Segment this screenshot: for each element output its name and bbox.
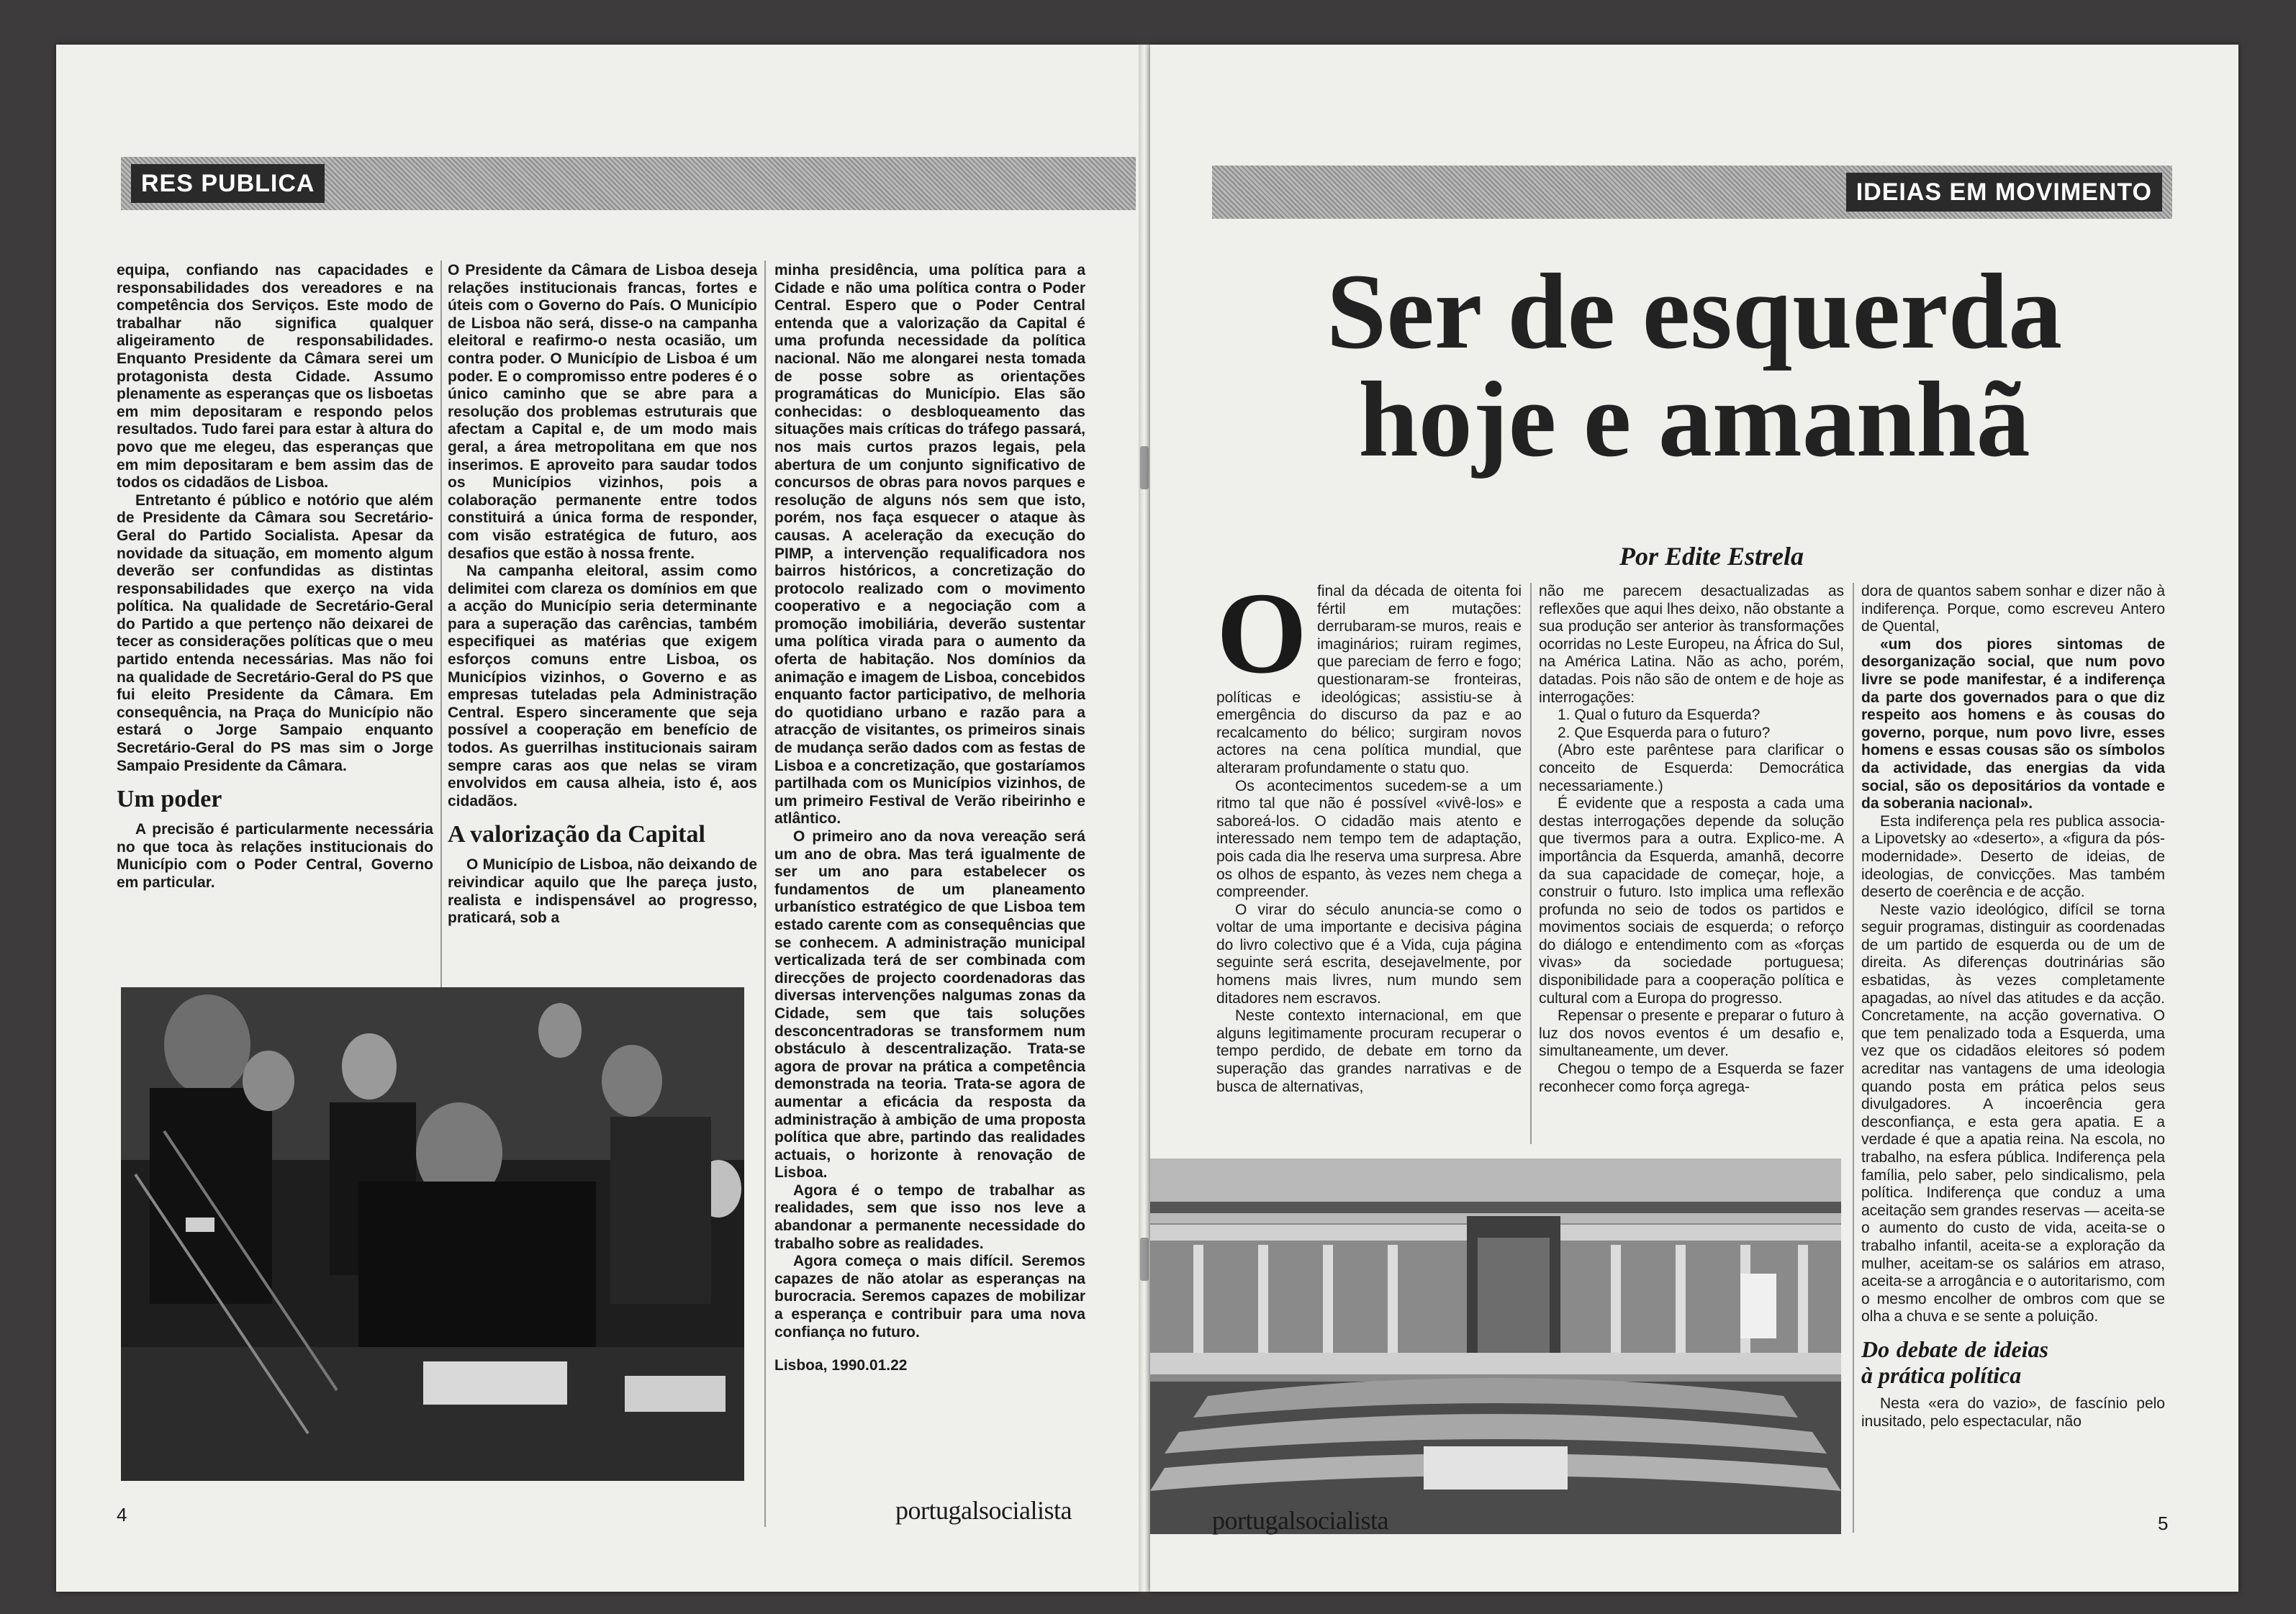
parliament-chamber-photo [1150, 1159, 1841, 1534]
staple [1140, 1238, 1149, 1281]
dateline: Lisboa, 1990.01.22 [774, 1357, 908, 1374]
article-column-2 [1539, 583, 1844, 1096]
paragraph: final da década de oitenta foi fértil em mutações: derrubaram-se muros, reais e imaginários; ruiram regimes, que pareciam de ferro e fogo; questionaram-se fronteiras, políticas e ideológicas; assistiu-se à emergência do discurso da paz e ao recalcamento do bélico; surgiram novos actores na cena política mundial, que alteraram profundamente o statu quo. [1216, 583, 1522, 776]
article-column-1 [117, 262, 433, 892]
byline: Por Edite Estrela [1619, 542, 1804, 571]
column-rule [764, 260, 766, 1527]
paragraph: É evidente que a resposta a cada uma destas interrogações depende da solução que tivermos para a outra. Explico-me. A importância da Esquerda, amanhã, decorre da sua capacidade de começar, hoje, a construir o futuro. Isto implica uma reflexão profunda no seio de todos os partidos e movimentos sociais de esquerda; o reforço do diálogo e entendimento com as «forças vivas» da sociedade portuguesa; disponibilidade para a cooperação política e cultural com a Europa do progresso. [1539, 795, 1844, 1007]
page-number: 4 [117, 1504, 127, 1525]
column-rule [1530, 583, 1532, 1144]
left-page [56, 45, 1139, 1592]
paragraph: O Presidente da Câmara de Lisboa deseja relações institucionais francas, fortes e úteis com o Governo do País. O Município de Lisboa não será, disse-o na campanha eleitoral e reafirmo-o nesta ocasião, um contra poder. O Município de Lisboa é um poder. E o compromisso entre poderes é o único caminho que se abre para a resolução dos problemas estruturais que afectam a Capital e, de um modo mais geral, a área metropolitana em que nos inserimos. E aproveito para saudar todos os Municípios vizinhos, pois a colaboração permanente entre todos constituirá a única forma de responder, com visão estratégica de futuro, aos desafios que estão à nossa frente. [448, 262, 757, 562]
question: 2. Que Esquerda para o futuro? [1558, 724, 1771, 741]
paragraph: A precisão é particularmente necessária no que toca às relações institucionais do Município com o Poder Central, Governo em particular. [117, 821, 433, 891]
article-column-1 [1216, 569, 1522, 1096]
paragraph: (Abro este parêntese para clarificar o conceito de Esquerda: Democrática necessariamente.) [1539, 742, 1844, 794]
paragraph: Repensar o presente e preparar o futuro à luz dos novos eventos é um desafio e, simultaneamente, um dever. [1539, 1007, 1844, 1060]
paragraph: Nesta «era do vazio», de fascínio pelo inusitado, pelo espectacular, não [1861, 1395, 2165, 1430]
article-column-3 [774, 262, 1085, 1375]
column-rule [440, 260, 442, 1023]
headline-line-2: hoje e amanhã [1358, 360, 2030, 479]
paragraph: minha presidência, uma política para a Cidade e não uma política contra o Poder Central. Espero que o Poder Central entenda que a valorização da Capital é uma profunda necessidade da política nacional. Não me alongarei nesta tomada de posse sobre as orientações programáticas do Município. Elas são conhecidas: o desbloqueamento das situações mais críticas do tráfego passará, nos mais curtos prazos legais, pela abertura de um conjunto significativo de concursos de obras para novos parques e resolução de alguns nós sem que isto, porém, nos faça esquecer o ataque às causas. A aceleração da execução do PIMP, a intervenção requalificadora nos bairros históricos, a concretização do protocolo realizado com o movimento cooperativo e a negociação com a promoção imobiliária, deverão sustentar uma política virada para o aumento da oferta de habitação. Nos domínios da animação e imagem de Lisboa, concebidos enquanto factor participativo, de melhoria do quotidiano urbano e razão para a atracção de visitantes, os primeiros sinais de mudança serão dados com as festas de Lisboa e a concretização, que gostaríamos partilhada com os Municípios vizinhos, de um primeiro Festival de Verão ribeirinho e atlântico. [774, 262, 1085, 828]
publication-brand: portugalsocialista [895, 1496, 1072, 1525]
binding-spine [1139, 45, 1150, 1592]
photo-illustration [1150, 1159, 1841, 1534]
paragraph: Chegou o tempo de a Esquerda se fazer reconhecer como força agrega- [1539, 1061, 1844, 1095]
column-rule [1853, 583, 1854, 1533]
paragraph: não me parecem desactualizadas as reflexões que aqui lhes deixo, não obstante a sua produção ser anterior às transformações ocorridas no Leste Europeu, na África do Sul, na América Latina. Não as acho, porém, datadas. Pois não são de ontem e de hoje as interrogações: [1539, 583, 1844, 706]
subheading: Do debate de ideias à prática política [1861, 1336, 2048, 1388]
paragraph: Agora começa o mais difícil. Seremos capazes de não atolar as esperanças na burocracia. Seremos capazes de mobilizar a esperança e contribuir para uma nova confiança no futuro. [774, 1253, 1085, 1341]
publication-brand: portugalsocialista [1212, 1506, 1388, 1535]
signing-ceremony-photo [121, 987, 744, 1481]
page-number: 5 [2158, 1513, 2169, 1534]
section-tag: IDEIAS EM MOVIMENTO [1846, 173, 2162, 212]
article-column-2 [448, 262, 757, 928]
paragraph: Os acontecimentos sucedem-se a um ritmo tal que não é possível «vivê-los» e saboreá-los. O cidadão mais atento e interessado nem tempo tem de adaptação, pois cada dia lhe reserva uma surpresa. Abre os olhos de espanto, às vezes nem chega a compreender. [1216, 777, 1522, 901]
headline [1150, 252, 2238, 479]
right-page [1150, 45, 2238, 1592]
paragraph: O primeiro ano da nova vereação será um ano de obra. Mas terá igualmente de ser um ano para estabelecer os fundamentos de um planeamento urbanístico estratégico de que Lisboa tem estado carente com as consequências que se conhecem. A administração municipal verticalizada terá de ser combinada com direcções de projecto coordenadoras das diversas intervenções nalgumas zonas da Cidade, sem que tais soluções desconcentradoras se transformem num obstáculo à descentralização. Trata-se agora de provar na prática a competência demonstrada na teoria. Trata-se agora de aumentar a eficácia da resposta da administração à ambição de uma proposta política que abre, partindo das realidades actuais, o horizonte à renovação de Lisboa. [774, 828, 1085, 1182]
paragraph: O virar do século anuncia-se como o voltar de uma importante e decisiva página do livro colectivo que é a Vida, cuja página seguinte será escrita, desejavelmente, por homens mais livres, num mundo sem ditadores nem escravos. [1216, 901, 1522, 1007]
photo-illustration [121, 987, 744, 1481]
paragraph: Neste vazio ideológico, difícil se torna seguir programas, distinguir as coordenadas de um partido de esquerda ou de um de direita. As diferenças doutrinárias são esbatidas, às vezes completamente apagadas, ao nível das atitudes e da acção. Concretamente, na acção governativa. O que tem penalizado toda a Esquerda, uma vez que os cidadãos eleitores só podem acreditar nas vantagens de uma ideologia quando posta em prática pelos seus divulgadores. A incoerência gera desconfiança, e esta gera apatia. E a verdade é que a apatia reina. Na escola, no trabalho, na esfera pública. Indiferença pela família, pelo saber, pelo sindicalismo, pela política. Indiferença que conduz a uma aceitação sem grandes reservas — aceita-se o aumento do custo de vida, aceita-se o trabalho infantil, aceita-se a exploração da mulher, aceitam-se os salários em atraso, aceita-se a arrogância e o autoritarismo, com o mesmo encolher de ombros com que se olha a chuva e se sente a poluição. [1861, 901, 2165, 1325]
section-header-bar [1212, 166, 2172, 219]
drop-cap: O [1216, 569, 1308, 698]
paragraph: Neste contexto internacional, em que alguns legitimamente procuram recuperar o tempo perdido, de debate em torno da superação das grandes narrativas e de busca de alternativas, [1216, 1007, 1522, 1095]
paragraph: Agora é o tempo de trabalhar as realidades, sem que isso nos leve a abandonar a permanente necessidade do trabalho sobre as realidades. [774, 1182, 1085, 1252]
paragraph: O Município de Lisboa, não deixando de reivindicar aquilo que lhe pareça justo, realista e indispensável ao progresso, praticará, sob a [448, 856, 757, 927]
paragraph: dora de quantos sabem sonhar e dizer não à indiferença. Porque, como escreveu Antero de Quental, [1861, 583, 2165, 635]
section-tag: RES PUBLICA [131, 164, 325, 203]
question: 1. Qual o futuro da Esquerda? [1558, 707, 1761, 724]
subheading: Um poder [117, 786, 222, 813]
quotation: «um dos piores sintomas de desorganização social, que num povo livre se pode manifestar, é a indiferença da parte dos governados para o que diz respeito aos homens e às cousas do governo, porque, num povo livre, esses homens e essas cousas são os símbolos da actividade, das energias da vida social, são os depositários da vontade e da soberania nacional». [1861, 635, 2165, 812]
paragraph: Entretanto é público e notório que além de Presidente da Câmara sou Secretário-Geral do Partido Socialista. Apesar da novidade da situação, em momento algum deverão ser confundidas as distintas responsabilidades que exerço na vida política. Na qualidade de Secretário-Geral do Partido a que pertenço não deixarei de tecer as considerações políticas que o meu partido entenda necessárias. Mas não foi na qualidade de Secretário-Geral do PS que fui eleito Presidente da Câmara. Em consequência, na Praça do Município não estará o Jorge Sampaio enquanto Secretário-Geral do PS mas sim o Jorge Sampaio Presidente da Câmara. [117, 491, 433, 774]
headline-line-1: Ser de esquerda [1326, 252, 2063, 371]
article-column-3 [1861, 583, 2165, 1431]
paragraph: Na campanha eleitoral, assim como delimitei com clareza os domínios em que a acção do Município seria determinante para a superação das carências, também especifiquei as matérias que exigem esforços comuns entre Lisboa, os Municípios vizinhos, o Governo e as empresas tuteladas pela Administração Central. Espero sinceramente que seja possível a cooperação em benefício de todos. As guerrilhas institucionais sairam sempre caras aos que nelas se viram envolvidos em causa alheia, isto é, aos cidadãos. [448, 563, 757, 810]
paragraph: Esta indiferença pela res publica associa-a Lipovetsky ao «deserto», a «figura da pós-modernidade». Deserto de ideias, de ideologias, de convicções. Mas também deserto de coerência e de acção. [1861, 812, 2165, 901]
paragraph: equipa, confiando nas capacidades e responsabilidades dos vereadores e na competência dos Serviços. Este modo de trabalhar não significa qualquer aligeiramento de responsabilidades. Enquanto Presidente da Câmara serei um protagonista desta Cidade. Assumo plenamente as esperanças que os lisboetas em mim depositaram e respondo pelos resultados. Tudo farei para estar à altura do povo que me elegeu, das esperanças que em mim depositaram e bem assim das de todos os cidadãos de Lisboa. [117, 262, 433, 491]
subheading: A valorização da Capital [448, 821, 705, 848]
section-header-bar [121, 157, 1136, 210]
staple [1140, 446, 1149, 489]
